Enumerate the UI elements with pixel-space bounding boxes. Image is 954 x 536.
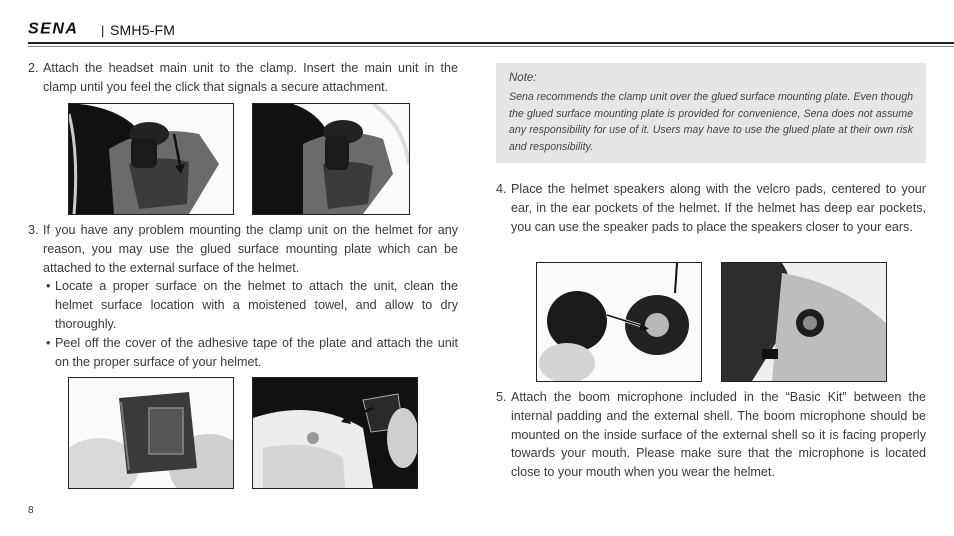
note-box (496, 63, 926, 163)
model-name: SMH5-FM (110, 22, 176, 38)
step-3 (28, 221, 458, 277)
header-rule-thick (28, 42, 954, 44)
bullet-2-text: Peel off the cover of the adhesive tape of the plate and attach the unit on the proper surface of your helmet. (55, 336, 458, 369)
step-3-bullet-2 (46, 334, 458, 372)
step-5-number: 5. (496, 390, 507, 404)
note-body: Sena recommends the clamp unit over the glued surface mounting plate. Even though the glued surface mounting plate is provided for convenience, Sena does not assume any responsibility for use of it. Users may have to use the glued plate at their own risk and responsibility. (509, 91, 913, 153)
step-2-number: 2. (28, 61, 39, 75)
step-2 (28, 59, 458, 97)
photo-insert-main-unit (68, 103, 234, 215)
header-separator: | (101, 23, 105, 38)
step-2-text: Attach the headset main unit to the clamp. Insert the main unit in the clamp until you feel the click that signals a secure attachment. (43, 61, 458, 94)
photo-adhesive-plate (68, 377, 234, 489)
bullet-marker: • (46, 336, 51, 350)
bullet-1-text: Locate a proper surface on the helmet to attach the unit, clean the helmet surface location with a moistened towel, and allow to dry thoroughly. (55, 279, 458, 331)
step-3-number: 3. (28, 223, 39, 237)
photo-attach-plate-helmet (252, 377, 418, 489)
step-4-text: Place the helmet speakers along with the velcro pads, centered to your ear, in the ear pockets of the helmet. If the helmet has deep ear pockets, you can use the speaker pads to place the speakers closer to your ears. (511, 182, 926, 234)
photo-unit-attached (252, 103, 410, 215)
page-header (28, 14, 954, 44)
step-3-text: If you have any problem mounting the clamp unit on the helmet for any reason, you may use the glued surface mounting plate which can be attached to the external surface of the helmet. (43, 223, 458, 275)
photo-speaker-velcro (536, 262, 702, 382)
header-rule-thin (28, 46, 954, 47)
page-number: 8 (28, 505, 34, 516)
svg-text:SENA: SENA (28, 21, 79, 35)
sena-logo (28, 21, 104, 40)
step-4-number: 4. (496, 182, 507, 196)
bullet-marker: • (46, 279, 51, 293)
step-5 (496, 388, 926, 482)
photo-speaker-in-helmet (721, 262, 887, 382)
step-3-bullet-1 (46, 277, 458, 333)
step-4 (496, 180, 926, 236)
note-title: Note: (509, 72, 537, 84)
step-5-text: Attach the boom microphone included in the “Basic Kit” between the internal padding and the external shell. The boom microphone should be mounted on the inside surface of the external shell so it is facing properly towards your mouth. Please make sure that the microphone is located close to your mouth when you wear the helmet. (511, 390, 926, 480)
